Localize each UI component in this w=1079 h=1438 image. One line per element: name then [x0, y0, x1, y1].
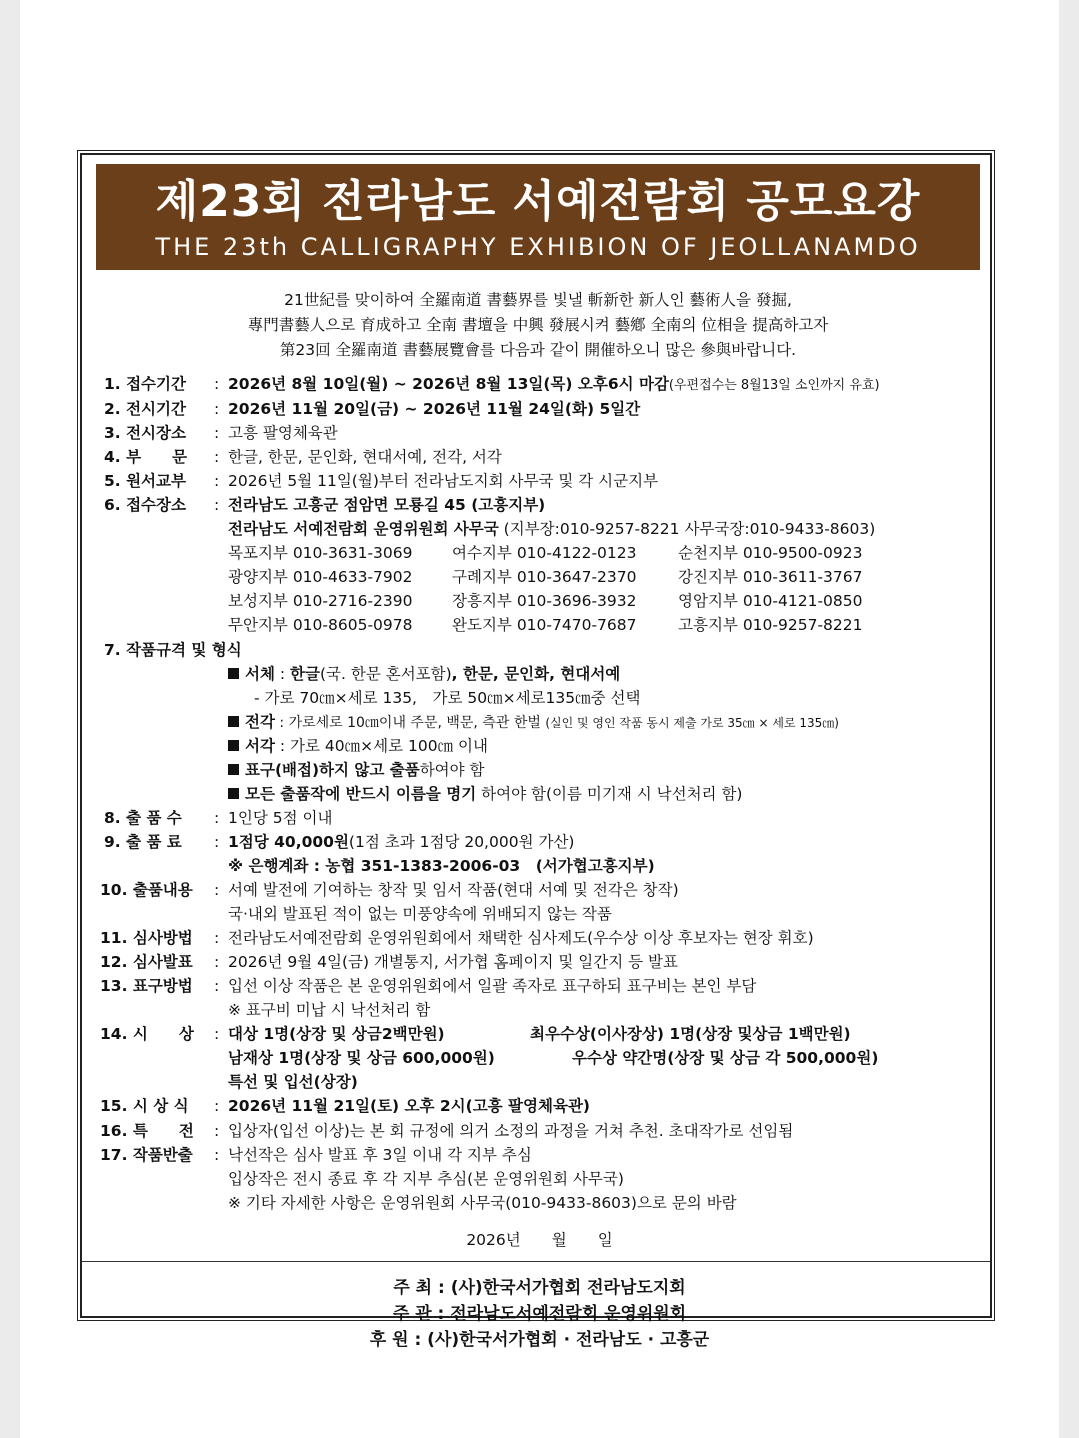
intro-text	[96, 288, 980, 363]
item-mounting-method: 13. 표구방법 : 입선 이상 작품은 본 운영위원회에서 일괄 족자로 표구하되 표구비는 본인 부담	[0, 974, 1079, 998]
branch-contact: 강진지부 010-3611-3767	[678, 568, 863, 586]
spec-seal: 전각 : 가로세로 10㎝이내 주문, 백문, 측관 한벌 (실인 및 영인 작품 동시 제출 가로 35㎝ × 세로 135㎝)	[0, 710, 1079, 734]
item-continuation: 남재상 1명(상장 및 상금 600,000원) 우수상 약간명(상장 및 상금 각 500,000원)	[228, 1049, 879, 1067]
spec-mounting: 표구(배접)하지 않고 출품하여야 함	[0, 758, 1079, 782]
square-bullet-icon	[228, 788, 239, 799]
office-name: 전라남도 서예전람회 운영위원회 사무국	[228, 520, 499, 538]
item-exhibition-venue	[0, 421, 1079, 445]
item-value: 2026년 11월 20일(금) ~ 2026년 11월 24일(화) 5일간	[228, 400, 641, 418]
branch-row	[0, 589, 1079, 613]
footer-organizer: 주 관 : 전라남도서예전람회 운영위원회	[392, 1304, 687, 1324]
document-date: 2026년 월 일	[466, 1231, 613, 1249]
item-continuation: 입상작은 전시 종료 후 각 지부 추심(본 운영위원회 사무국)	[228, 1170, 624, 1188]
item-value: 2026년 5월 11일(월)부터 전라남도지회 사무국 및 각 시군지부	[228, 472, 659, 490]
colon: :	[214, 809, 220, 827]
item-label: 13. 표구방법	[100, 977, 193, 995]
branch-contact: 구례지부 010-3647-2370	[452, 568, 637, 586]
item-reception-period	[0, 372, 1079, 396]
branch-contact: 무안지부 010-8605-0978	[228, 616, 413, 634]
spec-script: 서체 : 한글(국. 한문 혼서포함), 한문, 문인화, 현대서예	[0, 662, 1079, 686]
spec-script-size: - 가로 70㎝×세로 135, 가로 50㎝×세로135㎝중 선택	[254, 689, 641, 707]
item-note: (우편접수는 8월13일 소인까지 유효)	[668, 378, 880, 393]
intro-line: 第23回 全羅南道 書藝展覽會를 다음과 같이 開催하오니 많은 參與바랍니다.	[279, 341, 797, 359]
colon: :	[214, 424, 220, 442]
item-value: 1인당 5점 이내	[228, 809, 333, 827]
item-continuation: 국·내외 발표된 적이 없는 미풍양속에 위배되지 않는 작품	[228, 905, 612, 923]
colon: :	[214, 472, 220, 490]
item-label: 15. 시 상 식	[100, 1097, 189, 1115]
branch-contact: 고흥지부 010-9257-8221	[678, 616, 863, 634]
colon: :	[214, 953, 220, 971]
footer-sponsor: 후 원 : (사)한국서가협회 · 전라남도 · 고흥군	[369, 1330, 710, 1350]
item-entry-fee: 9. 출 품 료 : 1점당 40,000원(1점 초과 1점당 20,000원 가산)	[0, 830, 1079, 854]
item-work-return: 17. 작품반출 : 낙선작은 심사 발표 후 3일 이내 각 지부 추심	[0, 1143, 1079, 1167]
colon: :	[214, 496, 220, 514]
item-specification	[0, 638, 1079, 662]
colon: :	[214, 1097, 220, 1115]
item-awards: 14. 시 상 : 대상 1명(상장 및 상금2백만원) 최우수상(이사장상) 1명(상장 및상금 1백만원)	[0, 1022, 1079, 1046]
item-label: 8. 출 품 수	[104, 809, 182, 827]
square-bullet-icon	[228, 668, 239, 679]
square-bullet-icon	[228, 740, 239, 751]
item-continuation: ※ 기타 자세한 사항은 운영위원회 사무국(010-9433-8603)으로 문의 바람	[228, 1194, 737, 1212]
item-value: 고흥 팔영체육관	[228, 424, 338, 442]
item-reception-place	[0, 493, 1079, 517]
item-entry-content: 10. 출품내용 : 서예 발전에 기여하는 창작 및 임서 작품(현대 서예 및 전각은 창작)	[0, 878, 1079, 902]
colon: :	[214, 977, 220, 995]
item-label: 10. 출품내용	[100, 881, 193, 899]
branch-contact: 여수지부 010-4122-0123	[452, 544, 637, 562]
branch-row	[0, 565, 1079, 589]
colon: :	[214, 1122, 220, 1140]
office-contact: (지부장:010-9257-8221 사무국장:010-9433-8603)	[503, 520, 876, 538]
branch-contact: 영암지부 010-4121-0850	[678, 592, 863, 610]
colon: :	[214, 1146, 220, 1164]
item-value: 2026년 8월 10일(월) ~ 2026년 8월 13일(목) 오후6시 마감	[228, 375, 669, 393]
footer-host: 주 최 : (사)한국서가협회 전라남도지회	[393, 1278, 686, 1298]
colon: :	[214, 375, 220, 393]
item-label: 12. 심사발표	[100, 953, 193, 971]
bank-account: ※ 은행계좌 : 농협 351-1383-2006-03 (서가협고흥지부)	[228, 857, 655, 875]
item-label: 9. 출 품 료	[104, 833, 182, 851]
branch-row	[0, 613, 1079, 637]
square-bullet-icon	[228, 716, 239, 727]
item-label: 17. 작품반출	[100, 1146, 193, 1164]
item-label: 14. 시 상	[100, 1025, 194, 1043]
branch-contact: 보성지부 010-2716-2390	[228, 592, 413, 610]
spec-carving: 서각 : 가로 40㎝×세로 100㎝ 이내	[0, 734, 1079, 758]
item-label: 1. 접수기간	[104, 375, 186, 393]
item-judging-method: 11. 심사방법 : 전라남도서예전람회 운영위원회에서 채택한 심사제도(우수상 이상 후보자는 현장 휘호)	[0, 926, 1079, 950]
intro-line: 21世紀를 맞이하여 全羅南道 書藝界를 빛낼 斬新한 新人인 藝術人을 發掘,	[284, 291, 792, 309]
item-value: 한글, 한문, 문인화, 현대서예, 전각, 서각	[228, 448, 502, 466]
page-title: 제23회 전라남도 서예전람회 공모요강	[155, 176, 921, 227]
item-label: 2. 전시기간	[104, 400, 186, 418]
item-continuation: ※ 표구비 미납 시 낙선처리 함	[228, 1001, 431, 1019]
branch-contact: 순천지부 010-9500-0923	[678, 544, 863, 562]
item-value: 전라남도 고흥군 점암면 모룡길 45 (고흥지부)	[228, 496, 546, 514]
branch-contact: 완도지부 010-7470-7687	[452, 616, 637, 634]
item-application-form	[0, 469, 1079, 493]
colon: :	[214, 881, 220, 899]
item-exhibition-period	[0, 397, 1079, 421]
item-label: 4. 부 문	[104, 448, 188, 466]
square-bullet-icon	[228, 764, 239, 775]
colon: :	[214, 448, 220, 466]
colon: :	[214, 1025, 220, 1043]
item-categories	[0, 445, 1079, 469]
item-label: 6. 접수장소	[104, 496, 186, 514]
item-privileges: 16. 특 전 : 입상자(입선 이상)는 본 회 규정에 의거 소정의 과정을 거쳐 추천. 초대작가로 선임됨	[0, 1119, 1079, 1143]
item-label: 11. 심사방법	[100, 929, 193, 947]
item-label: 16. 특 전	[100, 1122, 194, 1140]
branch-contact: 장흥지부 010-3696-3932	[452, 592, 637, 610]
branch-contact: 목포지부 010-3631-3069	[228, 544, 413, 562]
item-label: 3. 전시장소	[104, 424, 186, 442]
intro-line: 專門書藝人으로 育成하고 全南 書壇을 中興 發展시켜 藝鄕 全南의 位相을 提高하고자	[247, 316, 829, 334]
item-continuation: 특선 및 입선(상장)	[228, 1073, 358, 1091]
spec-name: 모든 출품작에 반드시 이름을 명기 하여야 함(이름 미기재 시 낙선처리 함)	[0, 782, 1079, 806]
page-subtitle: THE 23th CALLIGRAPHY EXHIBION OF JEOLLANAMDO	[155, 233, 921, 261]
item-label: 7. 작품규격 및 형식	[104, 641, 242, 659]
colon: :	[214, 400, 220, 418]
item-label: 5. 원서교부	[104, 472, 186, 490]
colon: :	[214, 929, 220, 947]
branch-row	[0, 541, 1079, 565]
colon: :	[214, 833, 220, 851]
office-line	[0, 517, 1079, 541]
item-award-ceremony: 15. 시 상 식 : 2026년 11월 21일(토) 오후 2시(고흥 팔영체육관)	[0, 1094, 1079, 1118]
divider	[82, 1261, 990, 1262]
item-entry-count	[0, 806, 1079, 830]
title-banner	[96, 164, 980, 270]
branch-contact: 광양지부 010-4633-7902	[228, 568, 413, 586]
item-result-announcement: 12. 심사발표 : 2026년 9월 4일(금) 개별통지, 서가협 홈페이지 및 일간지 등 발표	[0, 950, 1079, 974]
